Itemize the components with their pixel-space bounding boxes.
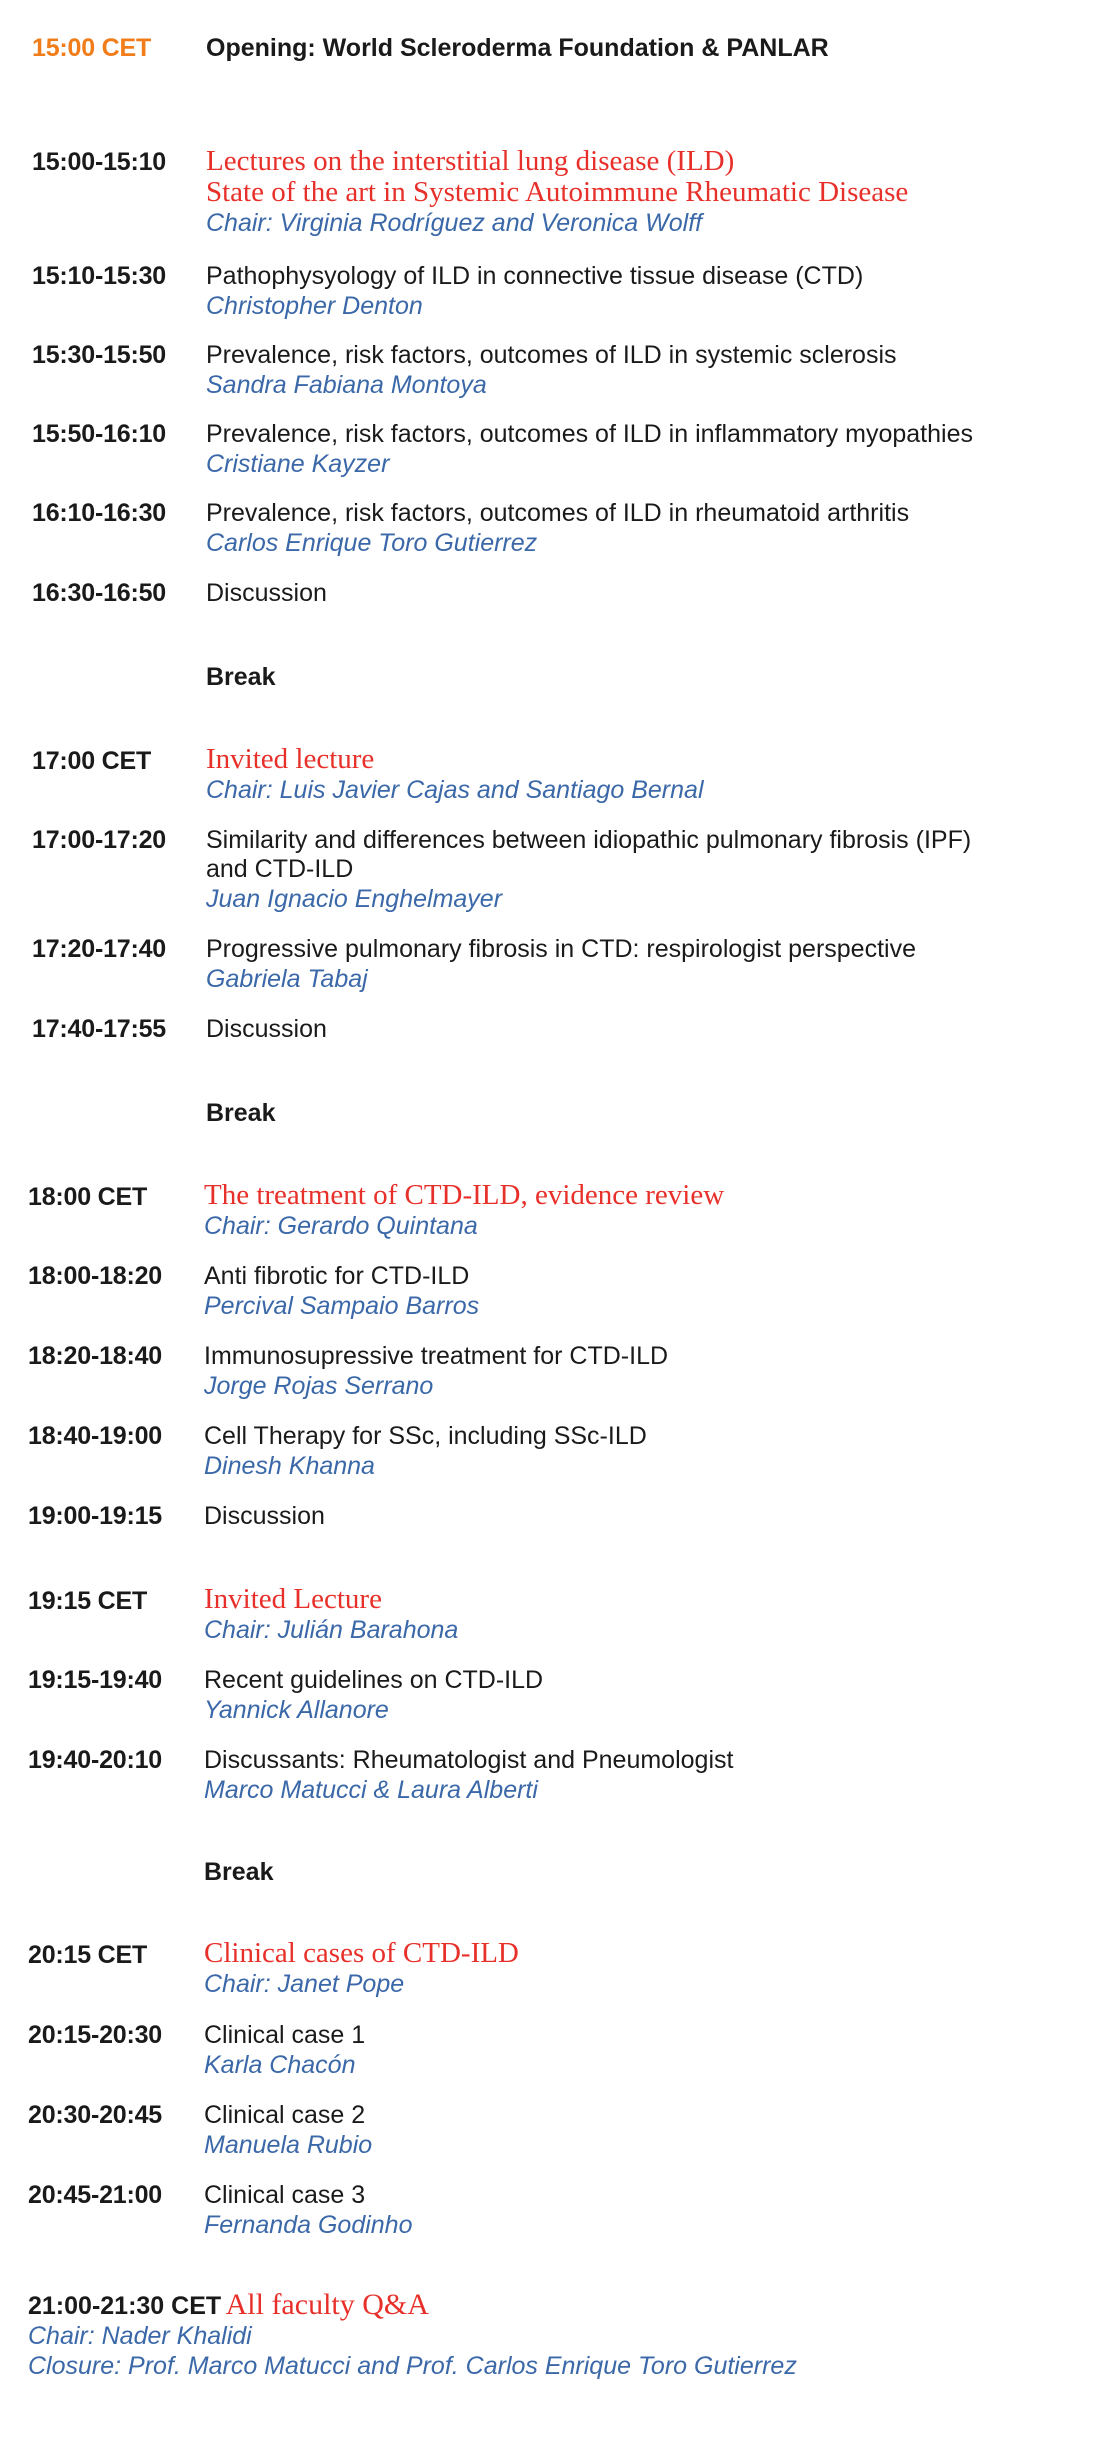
talk-title-continued: and CTD-ILD xyxy=(206,855,354,883)
talk-title: Clinical case 2 xyxy=(204,2101,366,2129)
closing-time: 21:00-21:30 CET xyxy=(28,2292,222,2320)
talk-time: 17:20-17:40 xyxy=(32,935,167,963)
closing-session xyxy=(28,2288,429,2322)
talk-time: 17:00-17:20 xyxy=(32,826,167,854)
talk-time: 20:45-21:00 xyxy=(28,2181,163,2209)
opening-time: 15:00 CET xyxy=(32,34,152,62)
talk-time: 19:00-19:15 xyxy=(28,1502,163,1530)
session-time: 15:00-15:10 xyxy=(32,148,167,176)
closing-closure: Closure: Prof. Marco Matucci and Prof. Carlos Enrique Toro Gutierrez xyxy=(28,2352,797,2380)
speaker-name: Dinesh Khanna xyxy=(204,1452,375,1480)
session-chair: Chair: Janet Pope xyxy=(204,1970,405,1998)
speaker-name: Christopher Denton xyxy=(206,292,423,320)
talk-title: Cell Therapy for SSc, including SSc-ILD xyxy=(204,1422,647,1450)
talk-time: 18:20-18:40 xyxy=(28,1342,163,1370)
speaker-name: Karla Chacón xyxy=(204,2051,356,2079)
talk-title: Discussion xyxy=(204,1502,325,1530)
talk-time: 17:40-17:55 xyxy=(32,1015,167,1043)
break-label: Break xyxy=(206,1099,276,1127)
session-title: The treatment of CTD-ILD, evidence review xyxy=(204,1179,725,1211)
talk-title: Pathophysyology of ILD in connective tissue disease (CTD) xyxy=(206,262,864,290)
talk-title: Clinical case 3 xyxy=(204,2181,366,2209)
talk-title: Anti fibrotic for CTD-ILD xyxy=(204,1262,470,1290)
speaker-name: Percival Sampaio Barros xyxy=(204,1292,480,1320)
talk-title: Prevalence, risk factors, outcomes of ILD in systemic sclerosis xyxy=(206,341,897,369)
session-chair: Chair: Luis Javier Cajas and Santiago Bernal xyxy=(206,776,704,804)
talk-time: 18:00-18:20 xyxy=(28,1262,163,1290)
opening-title: Opening: World Scleroderma Foundation & PANLAR xyxy=(206,34,829,62)
session-title: Invited lecture xyxy=(206,743,375,775)
session-title: Clinical cases of CTD-ILD xyxy=(204,1937,519,1969)
session-chair: Chair: Gerardo Quintana xyxy=(204,1212,478,1240)
closing-chair: Chair: Nader Khalidi xyxy=(28,2322,252,2350)
talk-title: Clinical case 1 xyxy=(204,2021,366,2049)
talk-time: 19:15-19:40 xyxy=(28,1666,163,1694)
talk-time: 16:10-16:30 xyxy=(32,499,167,527)
speaker-name: Juan Ignacio Enghelmayer xyxy=(206,885,503,913)
session-time: 18:00 CET xyxy=(28,1183,148,1211)
talk-time: 16:30-16:50 xyxy=(32,579,167,607)
session-chair: Chair: Virginia Rodríguez and Veronica Wolff xyxy=(206,209,703,237)
talk-title: Discussion xyxy=(206,1015,327,1043)
talk-time: 20:30-20:45 xyxy=(28,2101,163,2129)
talk-title: Discussants: Rheumatologist and Pneumologist xyxy=(204,1746,734,1774)
session-time: 17:00 CET xyxy=(32,747,152,775)
talk-title: Recent guidelines on CTD-ILD xyxy=(204,1666,544,1694)
closing-title: All faculty Q&A xyxy=(225,2288,429,2321)
session-title: Invited Lecture xyxy=(204,1583,382,1615)
session-time: 19:15 CET xyxy=(28,1587,148,1615)
talk-title: Similarity and differences between idiopathic pulmonary fibrosis (IPF) xyxy=(206,826,972,854)
speaker-name: Sandra Fabiana Montoya xyxy=(206,371,487,399)
session-chair: Chair: Julián Barahona xyxy=(204,1616,459,1644)
talk-title: Progressive pulmonary fibrosis in CTD: respirologist perspective xyxy=(206,935,916,963)
session-subtitle: State of the art in Systemic Autoimmune Rheumatic Disease xyxy=(206,176,909,208)
speaker-name: Manuela Rubio xyxy=(204,2131,373,2159)
talk-time: 20:15-20:30 xyxy=(28,2021,163,2049)
session-time: 20:15 CET xyxy=(28,1941,148,1969)
speaker-name: Marco Matucci & Laura Alberti xyxy=(204,1776,538,1804)
speaker-name: Jorge Rojas Serrano xyxy=(204,1372,434,1400)
talk-time: 18:40-19:00 xyxy=(28,1422,163,1450)
talk-time: 15:10-15:30 xyxy=(32,262,167,290)
talk-time: 15:50-16:10 xyxy=(32,420,167,448)
break-label: Break xyxy=(206,663,276,691)
speaker-name: Fernanda Godinho xyxy=(204,2211,413,2239)
talk-time: 15:30-15:50 xyxy=(32,341,167,369)
break-label: Break xyxy=(204,1858,274,1886)
speaker-name: Carlos Enrique Toro Gutierrez xyxy=(206,529,538,557)
talk-title: Prevalence, risk factors, outcomes of ILD in rheumatoid arthritis xyxy=(206,499,910,527)
talk-title: Immunosupressive treatment for CTD-ILD xyxy=(204,1342,669,1370)
talk-title: Discussion xyxy=(206,579,327,607)
speaker-name: Cristiane Kayzer xyxy=(206,450,390,478)
speaker-name: Gabriela Tabaj xyxy=(206,965,368,993)
talk-title: Prevalence, risk factors, outcomes of ILD in inflammatory myopathies xyxy=(206,420,973,448)
session-title: Lectures on the interstitial lung disease (ILD) xyxy=(206,145,735,177)
talk-time: 19:40-20:10 xyxy=(28,1746,163,1774)
speaker-name: Yannick Allanore xyxy=(204,1696,389,1724)
